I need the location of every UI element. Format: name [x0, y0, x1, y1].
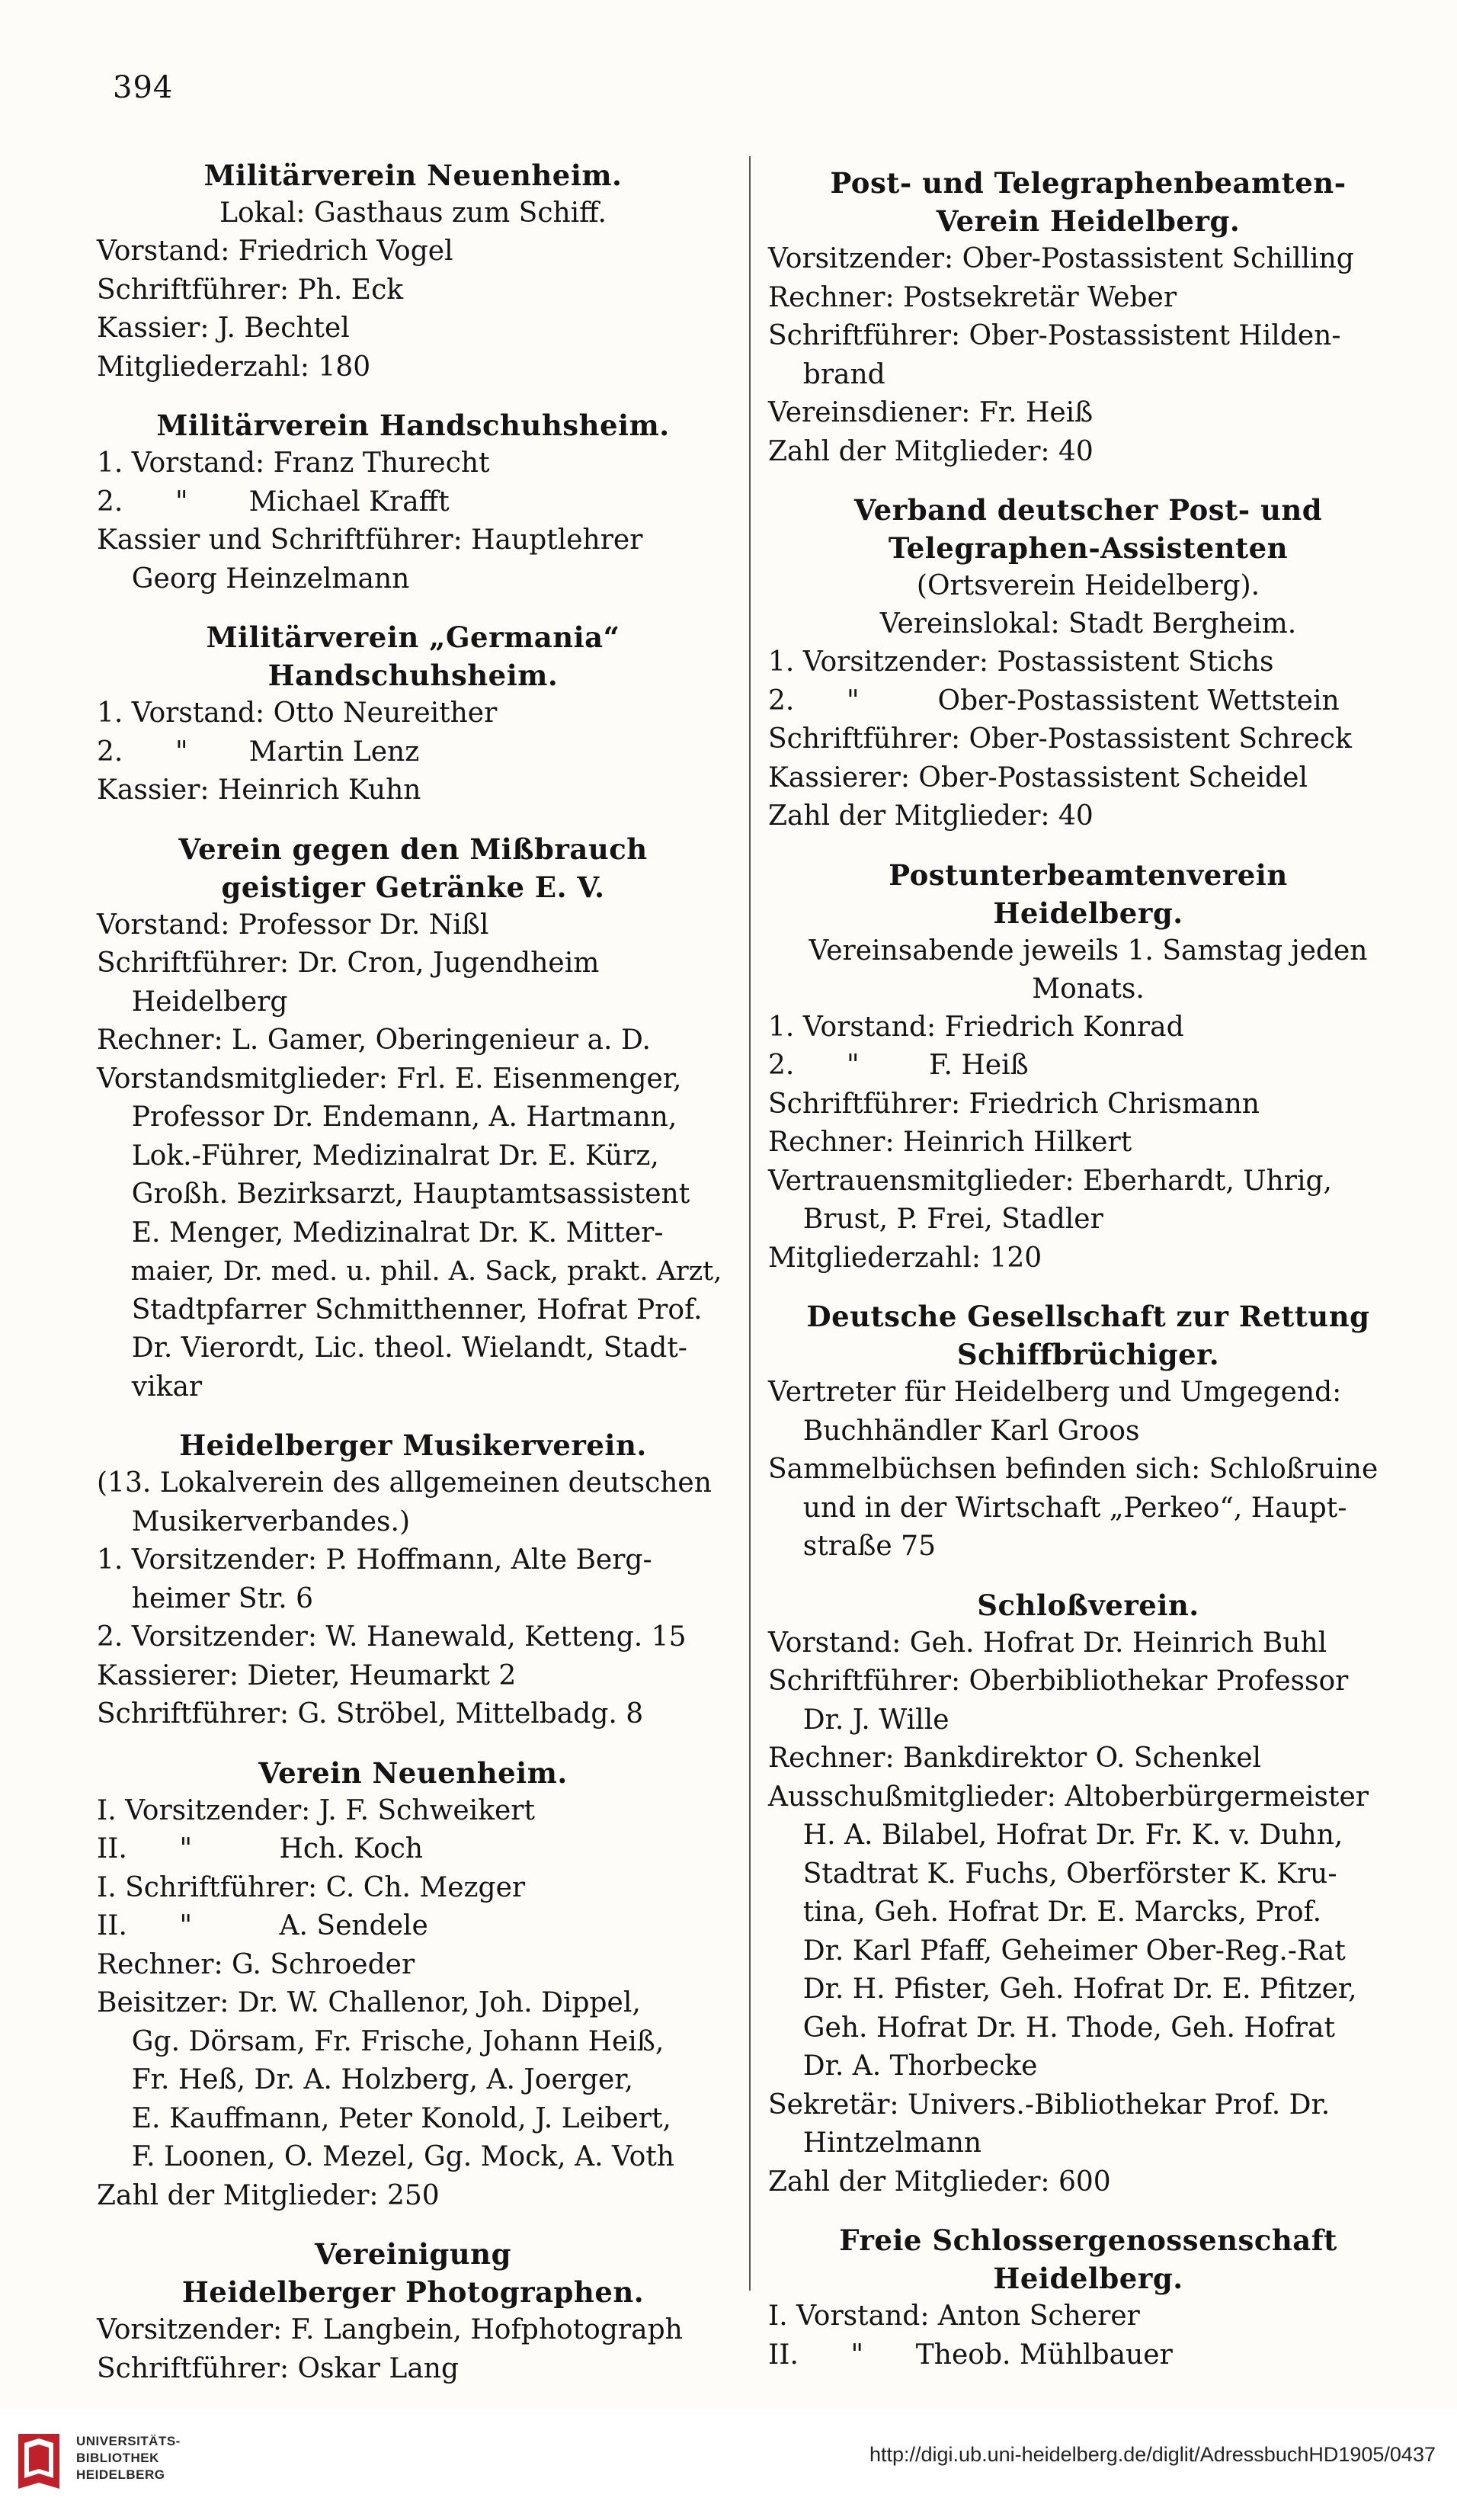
entry-line: tina, Geh. Hofrat Dr. E. Marcks, Prof. [768, 1896, 1322, 1928]
directory-section [97, 2235, 729, 2388]
entry-line: Dr. A. Thorbecke [768, 2050, 1038, 2082]
entry-line: und in der Wirtschaft „Perkeo“, Haupt- [768, 1492, 1347, 1524]
entry-line: I. Vorstand: Anton Scherer [768, 2300, 1140, 2332]
entry-line: F. Loonen, O. Mezel, Gg. Mock, A. Voth [97, 2141, 674, 2172]
entry-line: 1. Vorstand: Franz Thurecht [97, 447, 490, 479]
section-heading: Verband deutscher Post- und [853, 493, 1323, 527]
library-name-line: UNIVERSITÄTS- [76, 2434, 181, 2448]
entry-line: Dr. Vierordt, Lic. theol. Wielandt, Stadt- [97, 1332, 687, 1364]
entry-line: Vorsitzender: Ober-Postassistent Schilling [768, 243, 1354, 274]
section-heading: Verein Neuenheim. [258, 1755, 568, 1790]
entry-line: Kassier: Heinrich Kuhn [97, 774, 421, 806]
entry-line: I. Schriftführer: C. Ch. Mezger [97, 1871, 526, 1903]
entry-line: Zahl der Mitglieder: 40 [768, 435, 1094, 467]
section-heading: geistiger Getränke E. V. [221, 870, 605, 904]
entry-line: Rechner: Postsekretär Weber [768, 281, 1177, 313]
entry-line: Fr. Heß, Dr. A. Holzberg, A. Joerger, [97, 2064, 634, 2095]
page-number: 394 [113, 70, 174, 105]
entry-line: II. " A. Sendele [97, 1910, 428, 1941]
entry-line: Mitgliederzahl: 180 [97, 351, 371, 383]
entry-line: Sekretär: Univers.-Bibliothekar Prof. Dr. [768, 2089, 1331, 2121]
entry-line: Stadtrat K. Fuchs, Oberförster K. Kru- [768, 1858, 1337, 1890]
section-heading: Post- und Telegraphenbeamten- [830, 166, 1347, 200]
section-heading: Verein gegen den Mißbrauch [178, 832, 648, 866]
entry-line: Schriftführer: Oskar Lang [97, 2352, 460, 2384]
entry-line: Buchhändler Karl Groos [768, 1415, 1140, 1447]
entry-line: Rechner: G. Schroeder [97, 1948, 415, 1980]
entry-line: Mitgliederzahl: 120 [768, 1242, 1042, 1274]
section-heading: Militärverein „Germania“ [206, 620, 620, 654]
entry-line: 2. " Ober-Postassistent Wettstein [768, 685, 1340, 717]
section-heading: Militärverein Handschuhsheim. [156, 409, 670, 442]
entry-line: Heidelberg [97, 986, 288, 1018]
entry-line: II. " Hch. Koch [97, 1833, 424, 1864]
section-heading: Heidelberg. [993, 896, 1183, 930]
directory-section [97, 1754, 729, 2216]
entry-line: Schriftführer: G. Ströbel, Mittelbadg. 8 [97, 1698, 644, 1730]
entry-line: Schriftführer: Friedrich Chrismann [768, 1088, 1260, 1120]
entry-line: 1. Vorsitzender: P. Hoffmann, Alte Berg- [97, 1544, 652, 1576]
entry-line: Beisitzer: Dr. W. Challenor, Joh. Dippel, [97, 1987, 641, 2018]
entry-line: Zahl der Mitglieder: 40 [768, 800, 1094, 832]
entry-line: Hintzelmann [768, 2127, 982, 2159]
section-heading: Freie Schlossergenossenschaft [839, 2223, 1337, 2257]
entry-line: Vorstand: Friedrich Vogel [97, 236, 453, 267]
entry-line: Zahl der Mitglieder: 600 [768, 2166, 1111, 2198]
section-heading: Deutsche Gesellschaft zur Rettung [806, 1300, 1370, 1333]
entry-line: 1. Vorstand: Otto Neureither [97, 697, 498, 729]
entry-line: Rechner: Heinrich Hilkert [768, 1127, 1132, 1158]
directory-section [97, 406, 729, 598]
directory-section [97, 156, 729, 386]
entry-line: Kassierer: Ober-Postassistent Scheidel [768, 761, 1308, 794]
entry-line: (13. Lokalverein des allgemeinen deutschen [97, 1467, 712, 1499]
entry-line: brand [768, 358, 885, 390]
entry-line: Zahl der Mitglieder: 250 [97, 2179, 440, 2211]
section-heading: Heidelberger Musikerverein. [179, 1428, 647, 1462]
entry-line: Schriftführer: Ober-Postassistent Schreck [768, 723, 1352, 755]
entry-line: Schriftführer: Ober-Postassistent Hilden- [768, 320, 1341, 351]
right-column [768, 164, 1408, 2394]
section-heading: Vereinigung [315, 2237, 511, 2271]
entry-line: Dr. J. Wille [768, 1704, 949, 1736]
entry-line: heimer Str. 6 [97, 1582, 314, 1614]
section-heading: Militärverein Neuenheim. [203, 159, 623, 192]
section-subline: Vereinsabende jeweils 1. Samstag jeden [809, 935, 1368, 967]
entry-line: vikar [97, 1371, 203, 1403]
entry-line: Vertreter für Heidelberg und Umgegend: [768, 1377, 1342, 1408]
library-name [76, 2433, 181, 2483]
entry-line: maier, Dr. med. u. phil. A. Sack, prakt. Arzt, [97, 1256, 722, 1287]
entry-line: Kassier und Schriftführer: Hauptlehrer [97, 524, 643, 556]
section-heading: Telegraphen-Assistenten [888, 531, 1289, 565]
entry-line: Schriftführer: Oberbibliothekar Professor [768, 1666, 1349, 1697]
entry-line: Großh. Bezirksarzt, Hauptamtsassistent [97, 1178, 690, 1210]
entry-line: Professor Dr. Endemann, A. Hartmann, [97, 1101, 677, 1133]
entry-line: Vorstand: Geh. Hofrat Dr. Heinrich Buhl [768, 1627, 1327, 1659]
entry-line: 2. " Martin Lenz [97, 736, 420, 768]
entry-line: Dr. Karl Pfaff, Geheimer Ober-Reg.-Rat [768, 1935, 1346, 1967]
entry-line: Vorstand: Professor Dr. Nißl [97, 909, 489, 941]
entry-line: Musikerverbandes.) [97, 1505, 410, 1537]
entry-line: Brust, P. Frei, Stadler [768, 1204, 1103, 1235]
entry-line: Schriftführer: Dr. Cron, Jugendheim [97, 947, 600, 979]
section-heading: Verein Heidelberg. [936, 204, 1241, 238]
entry-line: 1. Vorstand: Friedrich Konrad [768, 1011, 1184, 1043]
entry-line: Kassier: J. Bechtel [97, 313, 350, 344]
entry-line: Georg Heinzelmann [97, 563, 410, 595]
entry-line: straße 75 [768, 1531, 936, 1562]
entry-line: Vereinsdiener: Fr. Heiß [768, 397, 1094, 428]
directory-section [97, 830, 729, 1407]
directory-section [768, 164, 1408, 471]
entry-line: 1. Vorsitzender: Postassistent Stichs [768, 646, 1274, 678]
section-heading: Handschuhsheim. [267, 659, 559, 692]
section-subline: (Ortsverein Heidelberg). [916, 570, 1260, 601]
entry-line: II. " Theob. Mühlbauer [768, 2339, 1173, 2371]
library-logo-icon [14, 2429, 64, 2493]
source-url-link[interactable]: http://digi.ub.uni-heidelberg.de/diglit/AdressbuchHD1905/0437 [869, 2443, 1436, 2466]
entry-line: Vertrauensmitglieder: Eberhardt, Uhrig, [768, 1165, 1332, 1197]
section-heading: Schloßverein. [977, 1588, 1199, 1622]
entry-line: Geh. Hofrat Dr. H. Thode, Geh. Hofrat [768, 2012, 1335, 2044]
column-divider [749, 156, 751, 2291]
entry-line: Dr. H. Pfister, Geh. Hofrat Dr. E. Pfitzer, [768, 1973, 1357, 2005]
entry-line: Vorsitzender: F. Langbein, Hofphotograph [97, 2314, 683, 2345]
directory-section [97, 618, 729, 810]
directory-section [768, 1586, 1408, 2202]
entry-line: Ausschußmitglieder: Altoberbürgermeister [768, 1781, 1369, 1813]
entry-line: Rechner: Bankdirektor O. Schenkel [768, 1743, 1262, 1774]
entry-line: 2. " Michael Krafft [97, 486, 450, 518]
section-subline: Lokal: Gasthaus zum Schiff. [219, 197, 607, 229]
entry-line: Stadtpfarrer Schmitthenner, Hofrat Prof. [97, 1294, 703, 1326]
entry-line: E. Menger, Medizinalrat Dr. K. Mitter- [97, 1217, 664, 1249]
section-heading: Heidelberg. [993, 2262, 1183, 2295]
entry-line: Sammelbüchsen befinden sich: Schloßruine [768, 1454, 1379, 1485]
directory-section [768, 1297, 1408, 1566]
entry-line: E. Kauffmann, Peter Konold, J. Leibert, [97, 2102, 671, 2134]
entry-line: Gg. Dörsam, Fr. Frische, Johann Heiß, [97, 2025, 664, 2057]
section-heading: Schiffbrüchiger. [956, 1338, 1220, 1371]
section-subline: Vereinslokal: Stadt Bergheim. [879, 608, 1297, 640]
section-subline: Monats. [1032, 973, 1145, 1005]
directory-section [97, 1426, 729, 1734]
entry-line: H. A. Bilabel, Hofrat Dr. Fr. K. v. Duhn, [768, 1819, 1343, 1851]
section-heading: Postunterbeamtenverein [889, 858, 1288, 892]
library-name-line: BIBLIOTHEK [76, 2451, 159, 2465]
entry-line: 2. Vorsitzender: W. Hanewald, Ketteng. 15 [97, 1621, 687, 1653]
entry-line: Schriftführer: Ph. Eck [97, 274, 404, 306]
left-column [97, 156, 729, 2408]
directory-section [768, 2221, 1408, 2374]
entry-line: 2. " F. Heiß [768, 1050, 1029, 1081]
entry-line: Kassierer: Dieter, Heumarkt 2 [97, 1659, 517, 1691]
entry-line: Lok.-Führer, Medizinalrat Dr. E. Kürz, [97, 1140, 659, 1172]
directory-section [768, 856, 1408, 1278]
entry-line: I. Vorsitzender: J. F. Schweikert [97, 1794, 535, 1826]
entry-line: Vorstandsmitglieder: Frl. E. Eisenmenger, [97, 1063, 682, 1095]
library-name-line: HEIDELBERG [76, 2467, 165, 2482]
directory-section [768, 491, 1408, 836]
section-heading: Heidelberger Photographen. [181, 2275, 645, 2309]
entry-line: Rechner: L. Gamer, Oberingenieur a. D. [97, 1024, 651, 1056]
